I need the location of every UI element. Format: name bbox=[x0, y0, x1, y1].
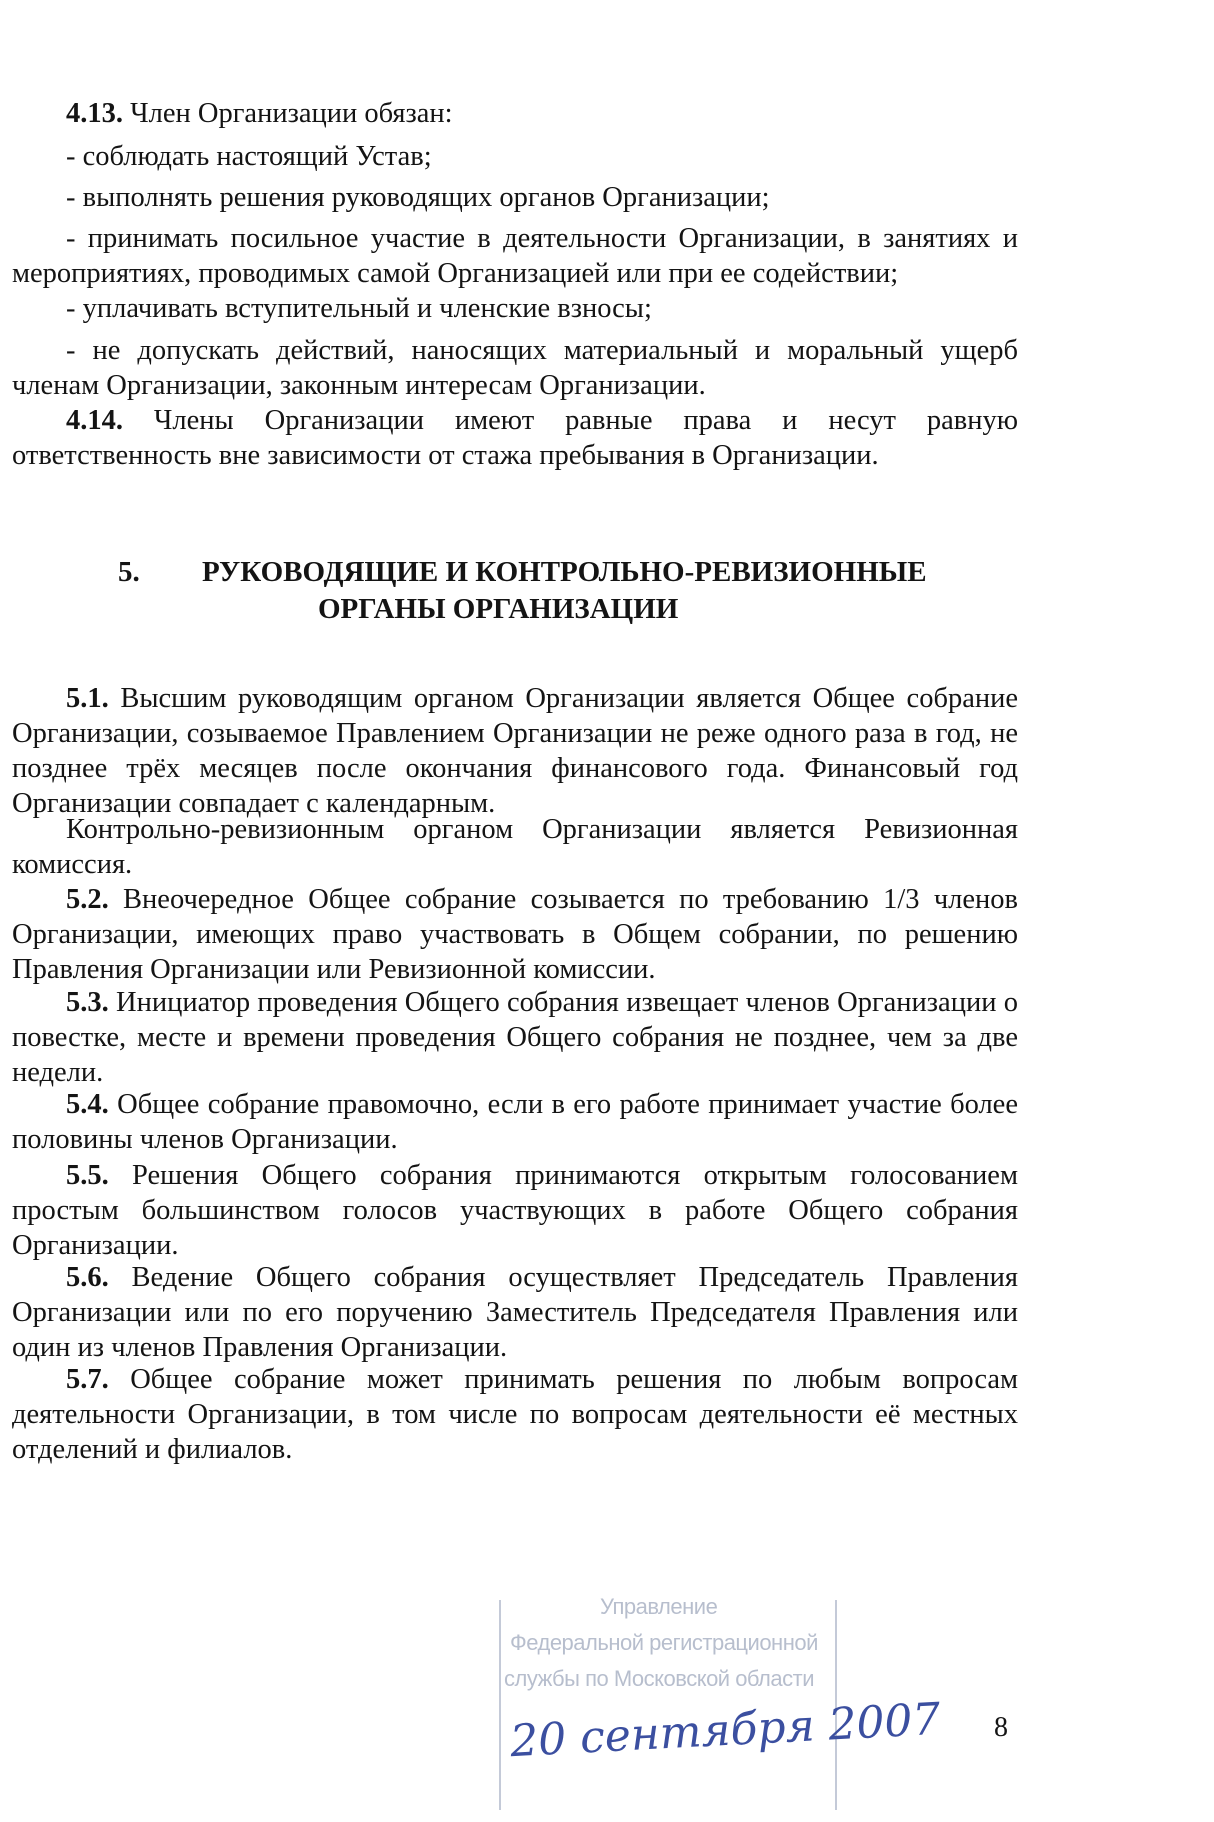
clause-5-7 bbox=[12, 1362, 1018, 1467]
clause-text: Инициатор проведения Общего собрания извещает членов Организации о повестке, месте и времени проведения Общего собрания не позднее, чем за две недели. bbox=[12, 987, 1018, 1088]
clause-text: Ведение Общего собрания осуществляет Председатель Правления Организации или по его поручению Заместитель Председателя Правления или один из членов Правления Организации. bbox=[12, 1262, 1018, 1363]
clause-number: 5.3. bbox=[66, 987, 109, 1018]
clause-number: 5.5. bbox=[66, 1160, 109, 1191]
stamp-text-line: Федеральной регистрационной bbox=[510, 1630, 818, 1655]
section-title-line-1: РУКОВОДЯЩИЕ И КОНТРОЛЬНО-РЕВИЗИОННЫЕ bbox=[202, 556, 927, 588]
clause-number: 5.4. bbox=[66, 1089, 109, 1120]
list-item: - принимать посильное участие в деятельности Организации, в занятиях и мероприятиях, проводимых самой Организацией или при ее содействии; bbox=[12, 223, 1018, 289]
stamp-text-line: Управление bbox=[600, 1594, 718, 1619]
handwritten-date: 20 сентября 2007 bbox=[508, 1693, 942, 1768]
clause-text: Члены Организации имеют равные права и несут равную ответственность вне зависимости от стажа пребывания в Организации. bbox=[12, 405, 1018, 471]
stamp-text-line: службы по Московской области bbox=[504, 1666, 814, 1691]
clause-5-6 bbox=[12, 1260, 1018, 1365]
clause-5-3 bbox=[12, 985, 1018, 1090]
section-number: 5. bbox=[118, 556, 140, 588]
clause-number: 5.7. bbox=[66, 1364, 109, 1395]
clause-5-1-paragraph-2: Контрольно-ревизионным органом Организации является Ревизионная комиссия. bbox=[12, 814, 1018, 880]
list-item: - уплачивать вступительный и членские взносы; bbox=[66, 293, 652, 324]
page-number: 8 bbox=[994, 1712, 1008, 1743]
clause-number: 5.1. bbox=[66, 683, 109, 714]
section-title-line-2: ОРГАНЫ ОРГАНИЗАЦИИ bbox=[318, 593, 679, 625]
clause-number: 4.14. bbox=[66, 405, 123, 436]
clause-5-5 bbox=[12, 1158, 1018, 1263]
clause-text: Высшим руководящим органом Организации является Общее собрание Организации, созываемое Правлением Организации не реже одного раза в год, не позднее трёх месяцев после окончания финансового года. Финансовый год Организации совпадает с календарным. bbox=[12, 683, 1018, 819]
clause-number: 4.13. bbox=[66, 98, 123, 129]
clause-4-14 bbox=[12, 403, 1018, 473]
clause-5-1 bbox=[12, 681, 1018, 821]
clause-number: 5.6. bbox=[66, 1262, 109, 1293]
clause-text: Внеочередное Общее собрание созывается по требованию 1/3 членов Организации, имеющих право участвовать в Общем собрании, по решению Правления Организации или Ревизионной комиссии. bbox=[12, 884, 1018, 985]
clause-5-2 bbox=[12, 882, 1018, 987]
list-item: - не допускать действий, наносящих материальный и моральный ущерб членам Организации, законным интересам Организации. bbox=[12, 335, 1018, 401]
clause-5-4 bbox=[12, 1087, 1018, 1157]
clause-text: Общее собрание правомочно, если в его работе принимает участие более половины членов Организации. bbox=[12, 1089, 1018, 1155]
clause-number: 5.2. bbox=[66, 884, 109, 915]
list-item: - соблюдать настоящий Устав; bbox=[66, 141, 432, 172]
clause-4-13 bbox=[12, 96, 1018, 131]
list-item: - выполнять решения руководящих органов Организации; bbox=[66, 182, 770, 213]
clause-text: Решения Общего собрания принимаются открытым голосованием простым большинством голосов участвующих в работе Общего собрания Организации. bbox=[12, 1160, 1018, 1261]
clause-text: Член Организации обязан: bbox=[123, 98, 453, 129]
clause-text: Общее собрание может принимать решения по любым вопросам деятельности Организации, в том числе по вопросам деятельности её местных отделений и филиалов. bbox=[12, 1364, 1018, 1465]
